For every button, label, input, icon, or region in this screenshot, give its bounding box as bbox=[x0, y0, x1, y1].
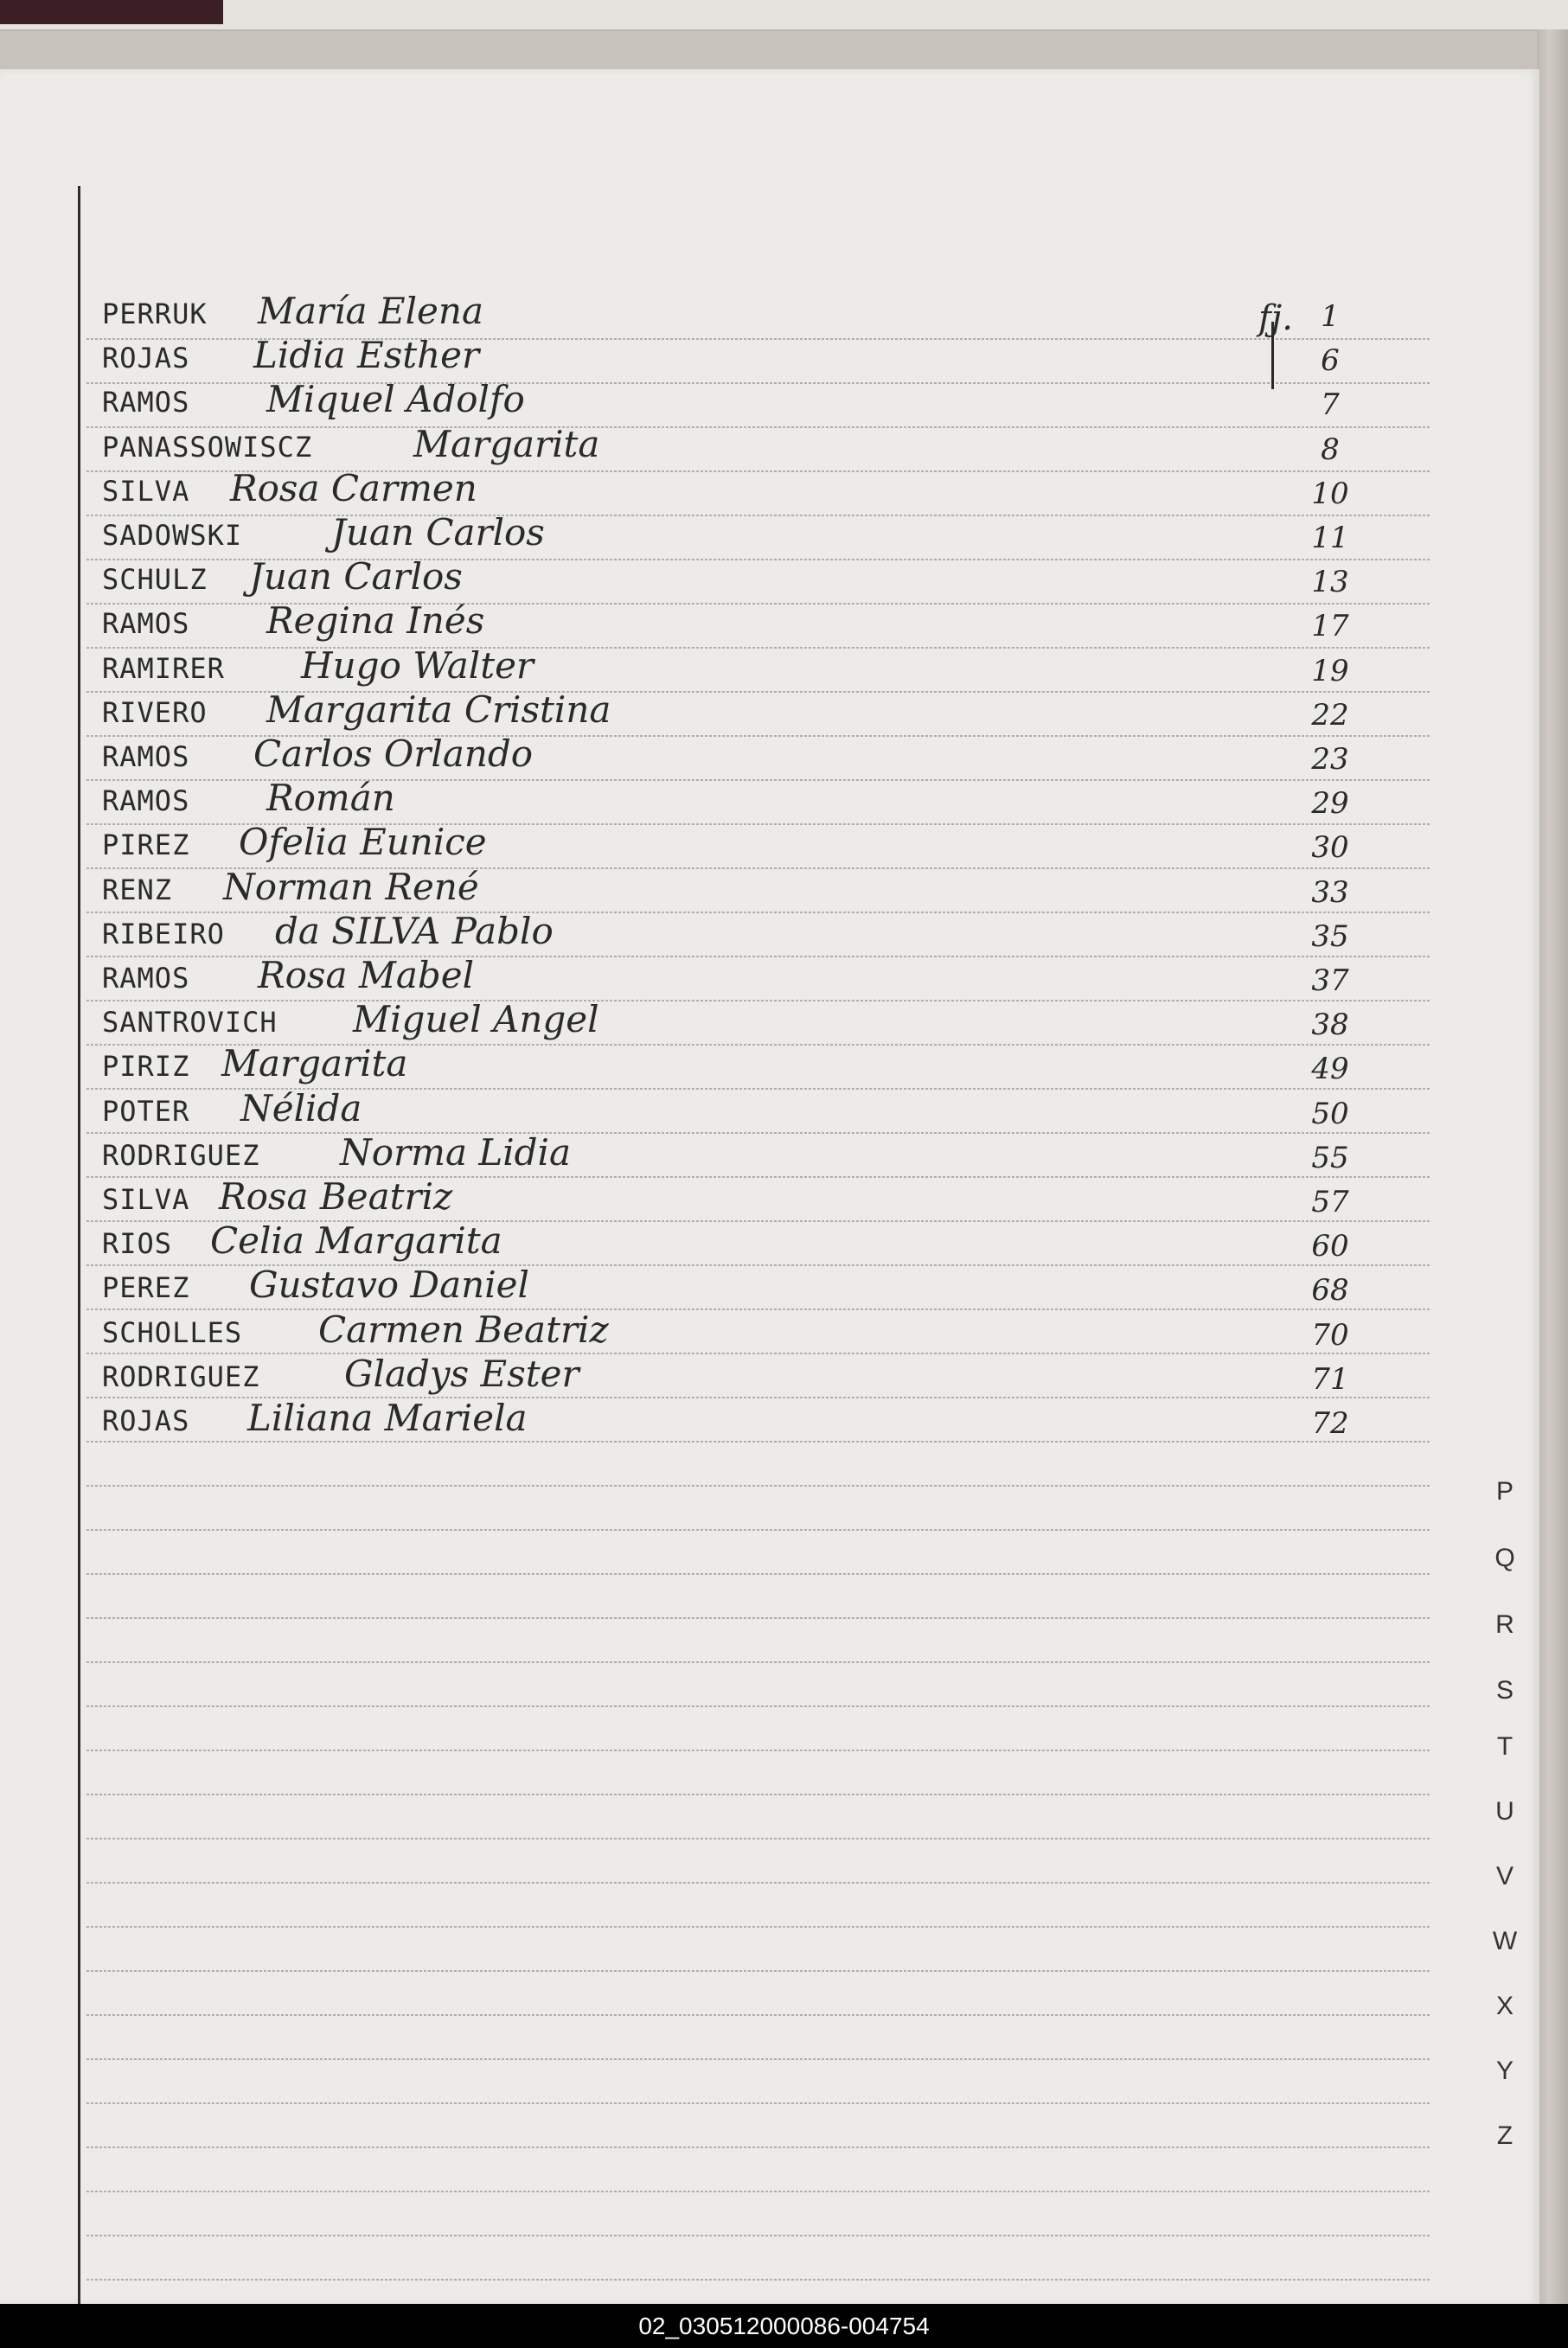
entry-surname: SANTROVICH bbox=[102, 1006, 278, 1040]
entry-given-names: Miguel Angel bbox=[353, 998, 599, 1041]
index-tab-p[interactable]: P bbox=[1495, 1477, 1514, 1506]
ledger-entry bbox=[102, 1308, 1451, 1354]
entry-folio: 6 bbox=[1321, 343, 1340, 379]
index-tab-w[interactable]: W bbox=[1492, 1927, 1518, 1955]
entry-folio: 8 bbox=[1321, 432, 1340, 467]
entry-surname: SILVA bbox=[102, 474, 190, 508]
entry-given-names: Regina Inés bbox=[266, 599, 485, 643]
ledger-entry bbox=[102, 511, 1451, 557]
entry-surname: RENZ bbox=[102, 873, 173, 906]
entry-given-names: Gustavo Daniel bbox=[249, 1264, 529, 1307]
entry-surname: RAMOS bbox=[102, 740, 190, 773]
entry-folio: 23 bbox=[1311, 742, 1349, 777]
index-tab-z[interactable]: Z bbox=[1496, 2121, 1514, 2150]
margin-line bbox=[78, 186, 80, 2304]
entry-surname: PANASSOWISCZ bbox=[102, 430, 313, 464]
entry-folio: 70 bbox=[1311, 1317, 1349, 1353]
entry-surname: RAMOS bbox=[102, 784, 190, 818]
entry-folio: 1 bbox=[1321, 299, 1340, 334]
entry-surname: RIVERO bbox=[102, 695, 208, 729]
entry-surname: RAMOS bbox=[102, 607, 190, 641]
ledger-entry bbox=[102, 909, 1451, 956]
entry-folio: 22 bbox=[1311, 697, 1349, 733]
index-tab-v[interactable]: V bbox=[1495, 1862, 1514, 1891]
index-tab-t[interactable]: T bbox=[1496, 1732, 1514, 1761]
folio-bracket bbox=[1271, 322, 1283, 389]
entry-folio: 50 bbox=[1311, 1096, 1349, 1131]
ledger-entry bbox=[102, 466, 1451, 513]
entry-given-names: Liliana Mariela bbox=[247, 1397, 528, 1439]
entry-surname: RIBEIRO bbox=[102, 917, 225, 950]
entry-surname: SCHULZ bbox=[102, 563, 208, 597]
entry-given-names: Norma Lidia bbox=[340, 1130, 572, 1174]
entry-surname: RODRIGUEZ bbox=[102, 1138, 260, 1172]
ledger-entry bbox=[102, 336, 1451, 380]
ledger-entry bbox=[102, 865, 1451, 912]
entry-surname: RODRIGUEZ bbox=[102, 1360, 260, 1393]
entry-given-names: Rosa Beatriz bbox=[219, 1175, 453, 1218]
entry-given-names: Carmen Beatriz bbox=[318, 1308, 609, 1351]
entry-folio: 37 bbox=[1311, 963, 1349, 998]
entry-surname: POTER bbox=[102, 1094, 190, 1128]
entry-folio: 11 bbox=[1311, 521, 1349, 555]
entry-given-names: Román bbox=[266, 777, 395, 820]
entry-folio: 30 bbox=[1311, 830, 1349, 866]
entry-folio: 55 bbox=[1311, 1140, 1349, 1175]
entry-folio: 57 bbox=[1311, 1185, 1349, 1219]
ledger-entry bbox=[102, 688, 1451, 734]
ledger-entry bbox=[102, 599, 1451, 645]
entry-folio: 29 bbox=[1311, 786, 1349, 822]
index-tab-q[interactable]: Q bbox=[1494, 1544, 1515, 1572]
entry-given-names: Juan Carlos bbox=[249, 555, 463, 598]
index-tab-s[interactable]: S bbox=[1495, 1676, 1514, 1705]
entry-given-names: Miquel Adolfo bbox=[266, 378, 525, 421]
entry-given-names: María Elena bbox=[258, 290, 483, 332]
ledger-entry bbox=[102, 735, 1451, 778]
entry-surname: SILVA bbox=[102, 1183, 190, 1216]
ledger-entry bbox=[102, 1086, 1451, 1133]
ledger-entry bbox=[102, 1175, 1451, 1221]
ledger-entry bbox=[102, 643, 1451, 690]
ledger-entry bbox=[102, 779, 1451, 822]
entry-folio: 71 bbox=[1311, 1361, 1349, 1397]
entry-folio: 17 bbox=[1311, 609, 1349, 644]
entry-surname: PERRUK bbox=[102, 297, 208, 330]
entry-folio: 10 bbox=[1311, 476, 1349, 511]
entry-surname: RAMOS bbox=[102, 962, 190, 995]
index-tab-x[interactable]: X bbox=[1495, 1992, 1514, 2020]
entry-given-names: Margarita bbox=[221, 1042, 408, 1085]
index-tab-y[interactable]: Y bbox=[1495, 2057, 1514, 2085]
entry-folio: 68 bbox=[1311, 1273, 1349, 1308]
ledger-entry bbox=[102, 1266, 1451, 1309]
entry-surname: PIREZ bbox=[102, 829, 190, 862]
entry-given-names: Juan Carlos bbox=[331, 511, 545, 553]
entry-surname: PIRIZ bbox=[102, 1050, 190, 1084]
entry-surname: RAMOS bbox=[102, 386, 190, 419]
entry-folio: 35 bbox=[1311, 918, 1349, 954]
ledger-entry bbox=[102, 292, 1451, 336]
ledger-entry bbox=[102, 1399, 1451, 1443]
entry-given-names: da SILVA Pablo bbox=[275, 909, 554, 952]
entry-folio: 19 bbox=[1311, 653, 1349, 688]
entry-folio: 7 bbox=[1321, 387, 1340, 423]
entry-given-names: Rosa Mabel bbox=[258, 954, 475, 996]
ledger-entry bbox=[102, 1219, 1451, 1265]
entry-given-names: Norman René bbox=[223, 865, 479, 908]
entry-folio: 49 bbox=[1311, 1052, 1349, 1087]
entry-surname: ROJAS bbox=[102, 342, 190, 375]
index-tab-r[interactable]: R bbox=[1495, 1610, 1514, 1639]
entry-surname: SCHOLLES bbox=[102, 1315, 243, 1349]
index-tab-u[interactable]: U bbox=[1495, 1797, 1514, 1826]
entry-given-names: Rosa Carmen bbox=[230, 466, 477, 509]
entry-given-names: Gladys Ester bbox=[344, 1352, 579, 1395]
entry-given-names: Margarita bbox=[413, 422, 600, 465]
ledger-entry bbox=[102, 1352, 1451, 1398]
entry-surname: RAMIRER bbox=[102, 651, 225, 685]
entry-given-names: Nélida bbox=[240, 1086, 362, 1129]
entry-folio: 33 bbox=[1311, 874, 1349, 910]
entry-surname: SADOWSKI bbox=[102, 519, 243, 552]
entry-given-names: Lidia Esther bbox=[253, 334, 480, 377]
ledger-entry bbox=[102, 956, 1451, 1000]
ledger-entry bbox=[102, 1042, 1451, 1088]
entry-folio: 60 bbox=[1311, 1229, 1349, 1264]
archive-footer: 02_030512000086-004754 bbox=[0, 2304, 1568, 2348]
folio-prefix: fj. bbox=[1258, 298, 1293, 338]
entry-given-names: Margarita Cristina bbox=[266, 688, 611, 731]
ledger-entry bbox=[102, 823, 1451, 867]
entry-folio: 13 bbox=[1311, 565, 1349, 600]
entry-given-names: Carlos Orlando bbox=[253, 733, 534, 775]
ledger-entry bbox=[102, 998, 1451, 1044]
entry-given-names: Celia Margarita bbox=[210, 1219, 502, 1263]
ledger-entry bbox=[102, 378, 1451, 424]
ledger-entry bbox=[102, 1130, 1451, 1177]
ledger-entry bbox=[102, 422, 1451, 469]
entry-folio: 38 bbox=[1311, 1008, 1349, 1043]
ledger-entry bbox=[102, 555, 1451, 601]
entry-given-names: Hugo Walter bbox=[301, 643, 534, 687]
entry-given-names: Ofelia Eunice bbox=[239, 821, 487, 864]
entry-surname: ROJAS bbox=[102, 1404, 190, 1437]
entry-surname: RIOS bbox=[102, 1227, 173, 1261]
entry-surname: PEREZ bbox=[102, 1271, 190, 1305]
entry-folio: 72 bbox=[1311, 1406, 1349, 1441]
